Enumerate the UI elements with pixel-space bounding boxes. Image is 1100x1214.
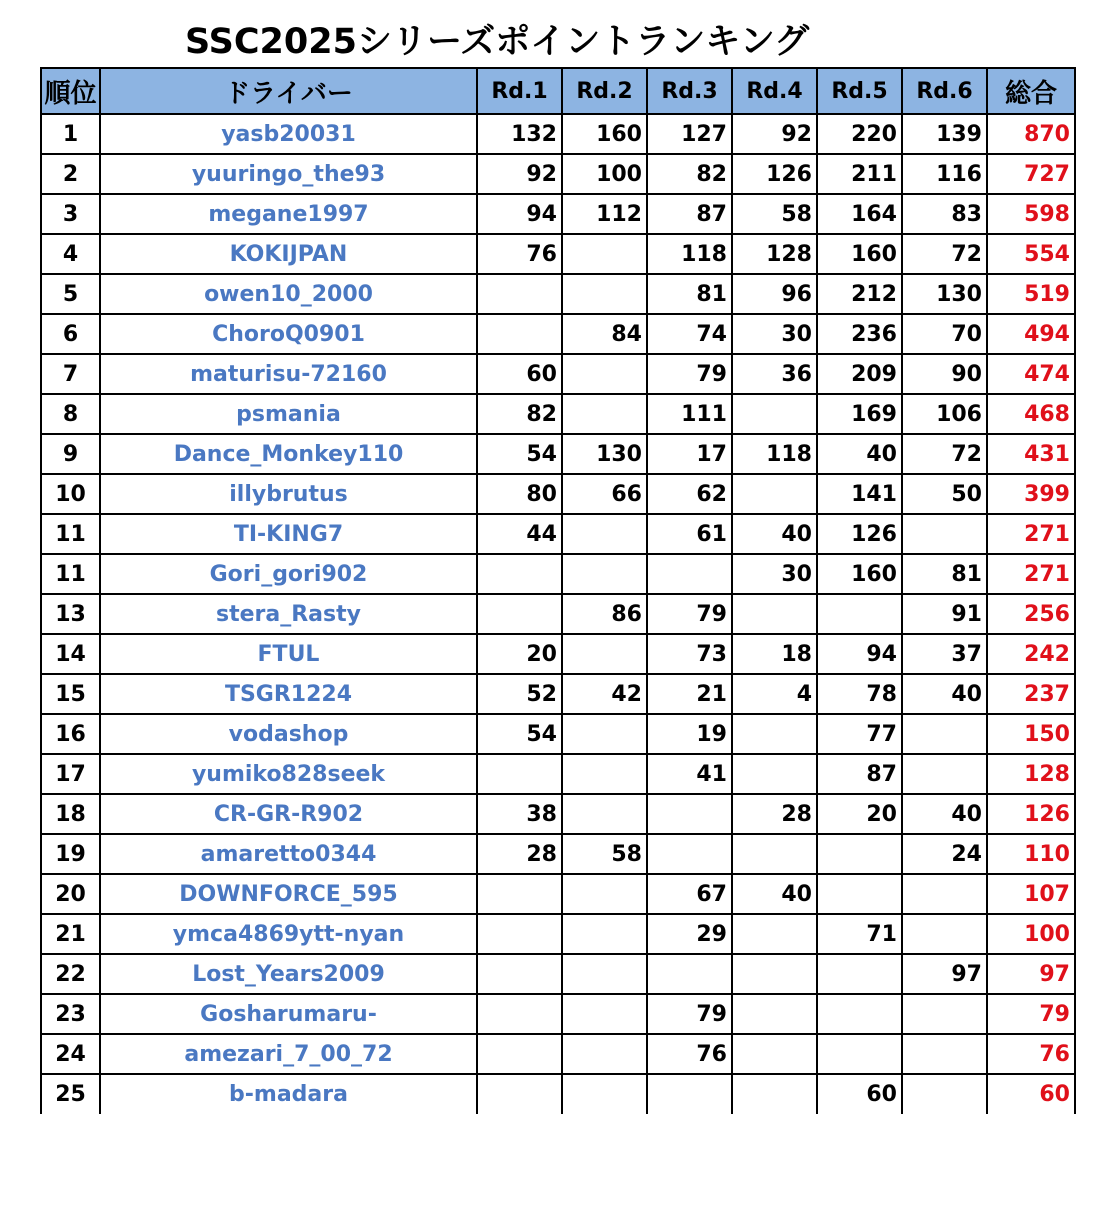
round-4-points-cell: 36 bbox=[732, 354, 817, 394]
round-2-points-cell: 58 bbox=[562, 834, 647, 874]
rank-cell: 9 bbox=[41, 434, 100, 474]
round-1-points-cell: 82 bbox=[477, 394, 562, 434]
round-2-points-cell: 100 bbox=[562, 154, 647, 194]
round-6-points-cell bbox=[902, 754, 987, 794]
rank-cell: 23 bbox=[41, 994, 100, 1034]
rank-cell: 17 bbox=[41, 754, 100, 794]
column-header-rd4: Rd.4 bbox=[732, 68, 817, 114]
rank-cell: 2 bbox=[41, 154, 100, 194]
driver-name-cell: ymca4869ytt-nyan bbox=[100, 914, 477, 954]
rank-cell: 24 bbox=[41, 1034, 100, 1074]
round-1-points-cell: 20 bbox=[477, 634, 562, 674]
column-header-driver: ドライバー bbox=[100, 68, 477, 114]
table-row bbox=[41, 754, 1075, 794]
round-3-points-cell: 41 bbox=[647, 754, 732, 794]
driver-name-cell: vodashop bbox=[100, 714, 477, 754]
round-2-points-cell bbox=[562, 874, 647, 914]
total-points-cell: 870 bbox=[987, 114, 1075, 154]
rank-cell: 15 bbox=[41, 674, 100, 714]
table-row bbox=[41, 834, 1075, 874]
column-header-rd2: Rd.2 bbox=[562, 68, 647, 114]
driver-name-cell: TSGR1224 bbox=[100, 674, 477, 714]
rank-cell: 20 bbox=[41, 874, 100, 914]
driver-name-cell: yasb20031 bbox=[100, 114, 477, 154]
rank-cell: 10 bbox=[41, 474, 100, 514]
round-2-points-cell: 42 bbox=[562, 674, 647, 714]
round-5-points-cell: 87 bbox=[817, 754, 902, 794]
round-4-points-cell bbox=[732, 1034, 817, 1074]
round-5-points-cell: 236 bbox=[817, 314, 902, 354]
round-2-points-cell bbox=[562, 794, 647, 834]
round-1-points-cell: 60 bbox=[477, 354, 562, 394]
round-1-points-cell bbox=[477, 274, 562, 314]
round-6-points-cell bbox=[902, 994, 987, 1034]
round-1-points-cell bbox=[477, 594, 562, 634]
total-points-cell: 474 bbox=[987, 354, 1075, 394]
table-row bbox=[41, 674, 1075, 714]
total-points-cell: 110 bbox=[987, 834, 1075, 874]
driver-name-cell: illybrutus bbox=[100, 474, 477, 514]
round-3-points-cell: 21 bbox=[647, 674, 732, 714]
total-points-cell: 727 bbox=[987, 154, 1075, 194]
round-5-points-cell: 60 bbox=[817, 1074, 902, 1114]
round-3-points-cell bbox=[647, 1074, 732, 1114]
driver-name-cell: Gori_gori902 bbox=[100, 554, 477, 594]
total-points-cell: 76 bbox=[987, 1034, 1075, 1074]
round-1-points-cell: 132 bbox=[477, 114, 562, 154]
rank-cell: 25 bbox=[41, 1074, 100, 1114]
table-row bbox=[41, 714, 1075, 754]
table-row bbox=[41, 154, 1075, 194]
round-3-points-cell: 127 bbox=[647, 114, 732, 154]
round-3-points-cell: 74 bbox=[647, 314, 732, 354]
total-points-cell: 519 bbox=[987, 274, 1075, 314]
round-2-points-cell: 112 bbox=[562, 194, 647, 234]
round-3-points-cell: 118 bbox=[647, 234, 732, 274]
round-3-points-cell: 62 bbox=[647, 474, 732, 514]
round-6-points-cell: 97 bbox=[902, 954, 987, 994]
round-4-points-cell: 96 bbox=[732, 274, 817, 314]
table-row bbox=[41, 194, 1075, 234]
table-row bbox=[41, 594, 1075, 634]
round-4-points-cell bbox=[732, 834, 817, 874]
table-row bbox=[41, 914, 1075, 954]
driver-name-cell: yuuringo_the93 bbox=[100, 154, 477, 194]
round-3-points-cell: 79 bbox=[647, 994, 732, 1034]
rank-cell: 22 bbox=[41, 954, 100, 994]
round-6-points-cell: 70 bbox=[902, 314, 987, 354]
table-row bbox=[41, 794, 1075, 834]
driver-name-cell: Gosharumaru- bbox=[100, 994, 477, 1034]
round-5-points-cell: 212 bbox=[817, 274, 902, 314]
round-6-points-cell: 37 bbox=[902, 634, 987, 674]
round-3-points-cell: 76 bbox=[647, 1034, 732, 1074]
table-row bbox=[41, 274, 1075, 314]
total-points-cell: 468 bbox=[987, 394, 1075, 434]
round-1-points-cell: 38 bbox=[477, 794, 562, 834]
round-6-points-cell: 81 bbox=[902, 554, 987, 594]
round-5-points-cell: 160 bbox=[817, 234, 902, 274]
driver-name-cell: KOKIJPAN bbox=[100, 234, 477, 274]
round-1-points-cell: 54 bbox=[477, 434, 562, 474]
rank-cell: 16 bbox=[41, 714, 100, 754]
rank-cell: 11 bbox=[41, 514, 100, 554]
round-3-points-cell: 111 bbox=[647, 394, 732, 434]
round-5-points-cell bbox=[817, 594, 902, 634]
rank-cell: 14 bbox=[41, 634, 100, 674]
round-4-points-cell: 28 bbox=[732, 794, 817, 834]
rank-cell: 7 bbox=[41, 354, 100, 394]
round-5-points-cell: 169 bbox=[817, 394, 902, 434]
driver-name-cell: FTUL bbox=[100, 634, 477, 674]
table-row bbox=[41, 1034, 1075, 1074]
round-6-points-cell: 83 bbox=[902, 194, 987, 234]
round-4-points-cell: 128 bbox=[732, 234, 817, 274]
column-header-total: 総合 bbox=[987, 68, 1075, 114]
round-2-points-cell bbox=[562, 1074, 647, 1114]
round-4-points-cell: 118 bbox=[732, 434, 817, 474]
round-3-points-cell: 79 bbox=[647, 594, 732, 634]
round-6-points-cell: 90 bbox=[902, 354, 987, 394]
total-points-cell: 256 bbox=[987, 594, 1075, 634]
round-4-points-cell bbox=[732, 474, 817, 514]
driver-name-cell: psmania bbox=[100, 394, 477, 434]
rank-cell: 11 bbox=[41, 554, 100, 594]
table-row bbox=[41, 874, 1075, 914]
round-3-points-cell: 29 bbox=[647, 914, 732, 954]
round-2-points-cell bbox=[562, 994, 647, 1034]
driver-name-cell: Lost_Years2009 bbox=[100, 954, 477, 994]
round-6-points-cell: 116 bbox=[902, 154, 987, 194]
round-2-points-cell bbox=[562, 554, 647, 594]
round-1-points-cell: 52 bbox=[477, 674, 562, 714]
round-4-points-cell bbox=[732, 754, 817, 794]
total-points-cell: 126 bbox=[987, 794, 1075, 834]
round-3-points-cell: 81 bbox=[647, 274, 732, 314]
rank-cell: 18 bbox=[41, 794, 100, 834]
round-6-points-cell bbox=[902, 1034, 987, 1074]
table-row bbox=[41, 394, 1075, 434]
round-4-points-cell: 126 bbox=[732, 154, 817, 194]
round-3-points-cell: 61 bbox=[647, 514, 732, 554]
round-2-points-cell: 84 bbox=[562, 314, 647, 354]
round-4-points-cell bbox=[732, 994, 817, 1034]
total-points-cell: 598 bbox=[987, 194, 1075, 234]
round-5-points-cell: 164 bbox=[817, 194, 902, 234]
round-6-points-cell: 72 bbox=[902, 234, 987, 274]
round-4-points-cell bbox=[732, 954, 817, 994]
table-row bbox=[41, 954, 1075, 994]
round-4-points-cell bbox=[732, 914, 817, 954]
round-5-points-cell: 211 bbox=[817, 154, 902, 194]
round-6-points-cell: 72 bbox=[902, 434, 987, 474]
round-1-points-cell: 44 bbox=[477, 514, 562, 554]
driver-name-cell: ChoroQ0901 bbox=[100, 314, 477, 354]
round-3-points-cell: 73 bbox=[647, 634, 732, 674]
ranking-table bbox=[40, 67, 1076, 1114]
round-1-points-cell bbox=[477, 554, 562, 594]
total-points-cell: 554 bbox=[987, 234, 1075, 274]
round-5-points-cell bbox=[817, 954, 902, 994]
table-row bbox=[41, 114, 1075, 154]
table-row bbox=[41, 634, 1075, 674]
total-points-cell: 242 bbox=[987, 634, 1075, 674]
total-points-cell: 237 bbox=[987, 674, 1075, 714]
page-title: SSC2025シリーズポイントランキング bbox=[185, 22, 810, 62]
table-row bbox=[41, 994, 1075, 1034]
round-1-points-cell bbox=[477, 314, 562, 354]
rank-cell: 5 bbox=[41, 274, 100, 314]
total-points-cell: 107 bbox=[987, 874, 1075, 914]
round-2-points-cell bbox=[562, 714, 647, 754]
round-1-points-cell bbox=[477, 914, 562, 954]
round-6-points-cell bbox=[902, 874, 987, 914]
round-2-points-cell bbox=[562, 914, 647, 954]
driver-name-cell: amaretto0344 bbox=[100, 834, 477, 874]
driver-name-cell: megane1997 bbox=[100, 194, 477, 234]
round-5-points-cell: 94 bbox=[817, 634, 902, 674]
table-row bbox=[41, 514, 1075, 554]
column-header-rd6: Rd.6 bbox=[902, 68, 987, 114]
round-6-points-cell: 24 bbox=[902, 834, 987, 874]
round-6-points-cell bbox=[902, 714, 987, 754]
round-3-points-cell bbox=[647, 834, 732, 874]
column-header-rd3: Rd.3 bbox=[647, 68, 732, 114]
table-row bbox=[41, 474, 1075, 514]
round-1-points-cell: 76 bbox=[477, 234, 562, 274]
rank-cell: 21 bbox=[41, 914, 100, 954]
round-5-points-cell: 220 bbox=[817, 114, 902, 154]
round-4-points-cell: 40 bbox=[732, 874, 817, 914]
round-6-points-cell bbox=[902, 914, 987, 954]
driver-name-cell: owen10_2000 bbox=[100, 274, 477, 314]
round-1-points-cell: 54 bbox=[477, 714, 562, 754]
driver-name-cell: stera_Rasty bbox=[100, 594, 477, 634]
round-4-points-cell: 40 bbox=[732, 514, 817, 554]
round-6-points-cell: 50 bbox=[902, 474, 987, 514]
round-3-points-cell bbox=[647, 794, 732, 834]
round-3-points-cell bbox=[647, 954, 732, 994]
round-2-points-cell bbox=[562, 754, 647, 794]
round-4-points-cell bbox=[732, 594, 817, 634]
column-header-rd1: Rd.1 bbox=[477, 68, 562, 114]
round-6-points-cell: 130 bbox=[902, 274, 987, 314]
round-5-points-cell bbox=[817, 834, 902, 874]
round-1-points-cell bbox=[477, 874, 562, 914]
rank-cell: 6 bbox=[41, 314, 100, 354]
round-3-points-cell bbox=[647, 554, 732, 594]
table-row bbox=[41, 554, 1075, 594]
driver-name-cell: TI-KING7 bbox=[100, 514, 477, 554]
round-5-points-cell: 71 bbox=[817, 914, 902, 954]
round-5-points-cell: 141 bbox=[817, 474, 902, 514]
round-2-points-cell: 66 bbox=[562, 474, 647, 514]
round-6-points-cell: 40 bbox=[902, 794, 987, 834]
round-1-points-cell: 28 bbox=[477, 834, 562, 874]
rank-cell: 3 bbox=[41, 194, 100, 234]
table-row bbox=[41, 234, 1075, 274]
round-4-points-cell: 30 bbox=[732, 554, 817, 594]
driver-name-cell: amezari_7_00_72 bbox=[100, 1034, 477, 1074]
round-4-points-cell: 92 bbox=[732, 114, 817, 154]
rank-cell: 13 bbox=[41, 594, 100, 634]
round-5-points-cell: 160 bbox=[817, 554, 902, 594]
round-1-points-cell: 94 bbox=[477, 194, 562, 234]
total-points-cell: 150 bbox=[987, 714, 1075, 754]
round-3-points-cell: 19 bbox=[647, 714, 732, 754]
total-points-cell: 431 bbox=[987, 434, 1075, 474]
round-5-points-cell bbox=[817, 874, 902, 914]
driver-name-cell: maturisu-72160 bbox=[100, 354, 477, 394]
round-1-points-cell: 80 bbox=[477, 474, 562, 514]
round-2-points-cell bbox=[562, 634, 647, 674]
total-points-cell: 399 bbox=[987, 474, 1075, 514]
round-2-points-cell bbox=[562, 954, 647, 994]
driver-name-cell: yumiko828seek bbox=[100, 754, 477, 794]
round-2-points-cell bbox=[562, 354, 647, 394]
round-2-points-cell: 160 bbox=[562, 114, 647, 154]
round-4-points-cell bbox=[732, 394, 817, 434]
round-2-points-cell bbox=[562, 394, 647, 434]
round-5-points-cell bbox=[817, 1034, 902, 1074]
total-points-cell: 128 bbox=[987, 754, 1075, 794]
round-2-points-cell: 130 bbox=[562, 434, 647, 474]
driver-name-cell: DOWNFORCE_595 bbox=[100, 874, 477, 914]
round-5-points-cell: 20 bbox=[817, 794, 902, 834]
round-3-points-cell: 17 bbox=[647, 434, 732, 474]
round-2-points-cell: 86 bbox=[562, 594, 647, 634]
round-2-points-cell bbox=[562, 514, 647, 554]
table-row bbox=[41, 354, 1075, 394]
round-4-points-cell: 4 bbox=[732, 674, 817, 714]
round-6-points-cell: 139 bbox=[902, 114, 987, 154]
driver-name-cell: Dance_Monkey110 bbox=[100, 434, 477, 474]
round-5-points-cell: 126 bbox=[817, 514, 902, 554]
round-1-points-cell: 92 bbox=[477, 154, 562, 194]
round-5-points-cell bbox=[817, 994, 902, 1034]
round-1-points-cell bbox=[477, 1034, 562, 1074]
round-5-points-cell: 78 bbox=[817, 674, 902, 714]
round-6-points-cell bbox=[902, 514, 987, 554]
round-2-points-cell bbox=[562, 1034, 647, 1074]
round-3-points-cell: 82 bbox=[647, 154, 732, 194]
table-row bbox=[41, 434, 1075, 474]
header-row bbox=[41, 68, 1075, 114]
total-points-cell: 494 bbox=[987, 314, 1075, 354]
round-4-points-cell bbox=[732, 1074, 817, 1114]
round-4-points-cell: 30 bbox=[732, 314, 817, 354]
round-1-points-cell bbox=[477, 1074, 562, 1114]
round-1-points-cell bbox=[477, 994, 562, 1034]
total-points-cell: 271 bbox=[987, 554, 1075, 594]
table-row bbox=[41, 314, 1075, 354]
rank-cell: 8 bbox=[41, 394, 100, 434]
table-row bbox=[41, 1074, 1075, 1114]
round-6-points-cell: 106 bbox=[902, 394, 987, 434]
round-5-points-cell: 40 bbox=[817, 434, 902, 474]
column-header-rd5: Rd.5 bbox=[817, 68, 902, 114]
round-6-points-cell bbox=[902, 1074, 987, 1114]
total-points-cell: 100 bbox=[987, 914, 1075, 954]
round-3-points-cell: 67 bbox=[647, 874, 732, 914]
round-6-points-cell: 40 bbox=[902, 674, 987, 714]
rank-cell: 19 bbox=[41, 834, 100, 874]
round-1-points-cell bbox=[477, 754, 562, 794]
round-1-points-cell bbox=[477, 954, 562, 994]
round-4-points-cell: 58 bbox=[732, 194, 817, 234]
driver-name-cell: b-madara bbox=[100, 1074, 477, 1114]
rank-cell: 1 bbox=[41, 114, 100, 154]
round-2-points-cell bbox=[562, 234, 647, 274]
round-5-points-cell: 209 bbox=[817, 354, 902, 394]
round-4-points-cell: 18 bbox=[732, 634, 817, 674]
rank-cell: 4 bbox=[41, 234, 100, 274]
round-3-points-cell: 79 bbox=[647, 354, 732, 394]
round-2-points-cell bbox=[562, 274, 647, 314]
total-points-cell: 97 bbox=[987, 954, 1075, 994]
column-header-rank: 順位 bbox=[41, 68, 100, 114]
driver-name-cell: CR-GR-R902 bbox=[100, 794, 477, 834]
total-points-cell: 60 bbox=[987, 1074, 1075, 1114]
round-4-points-cell bbox=[732, 714, 817, 754]
round-5-points-cell: 77 bbox=[817, 714, 902, 754]
total-points-cell: 271 bbox=[987, 514, 1075, 554]
total-points-cell: 79 bbox=[987, 994, 1075, 1034]
round-6-points-cell: 91 bbox=[902, 594, 987, 634]
round-3-points-cell: 87 bbox=[647, 194, 732, 234]
